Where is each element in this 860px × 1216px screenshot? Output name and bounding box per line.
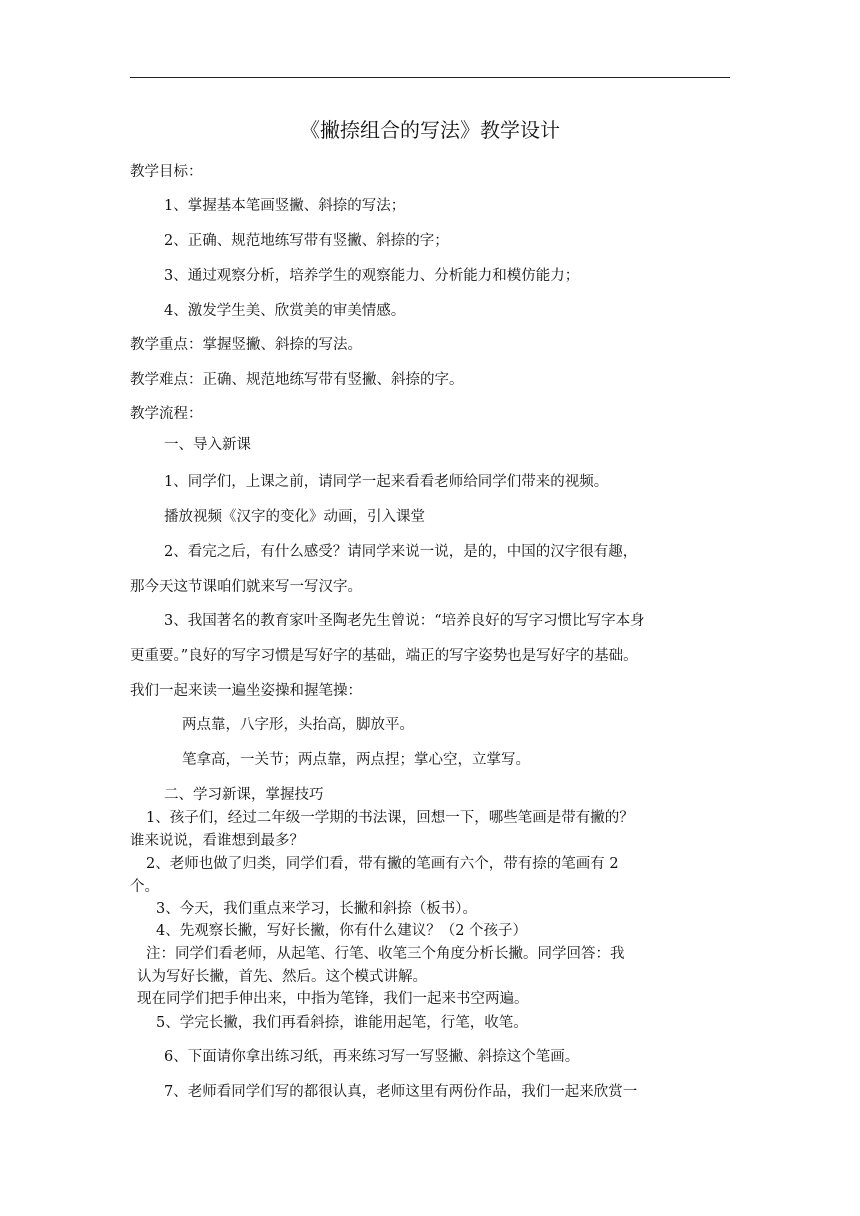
paragraph-line: 播放视频《汉字的变化》动画，引入课堂: [164, 509, 425, 525]
section-heading: 二、学习新课，掌握技巧: [164, 787, 324, 803]
goals-heading: 教学目标：: [130, 164, 203, 180]
process-heading: 教学流程：: [130, 406, 203, 422]
difficulty: 教学难点：正确、规范地练写带有竖撇、斜捺的字。: [130, 372, 464, 388]
paragraph-line: 3、我国著名的教育家叶圣陶老先生曾说：“培养良好的写字习惯比写字本身: [164, 613, 645, 629]
goal-item: 1、掌握基本笔画竖撇、斜捺的写法；: [164, 198, 406, 214]
paragraph-line: 我们一起来读一遍坐姿操和握笔操：: [130, 683, 362, 699]
paragraph-line: 1、孩子们，经过二年级一学期的书法课，回想一下，哪些笔画是带有撇的？: [146, 810, 634, 826]
paragraph-line: 2、老师也做了归类，同学们看，带有撇的笔画有六个，带有捺的笔画有 2: [146, 856, 619, 872]
section-heading: 一、导入新课: [164, 437, 251, 453]
paragraph-line: 现在同学们把手伸出来，中指为笔锋，我们一起来书空两遍。: [137, 991, 529, 1007]
paragraph-line: 那今天这节课咱们就来写一写汉字。: [130, 579, 362, 595]
paragraph-line: 4、先观察长撇，写好长撇，你有什么建议？（2 个孩子）: [156, 923, 528, 939]
goal-item: 2、正确、规范地练写带有竖撇、斜捺的字；: [164, 233, 449, 249]
paragraph-line: 谁来说说，看谁想到最多？: [130, 833, 304, 849]
paragraph-line: 更重要。”良好的写字习惯是写好字的基础，端正的写字姿势也是写好字的基础。: [130, 648, 638, 664]
paragraph-line: 5、学完长撇，我们再看斜捺，谁能用起笔，行笔，收笔。: [156, 1015, 528, 1031]
document-title: 《撇捺组合的写法》教学设计: [300, 118, 560, 142]
paragraph-line: 注：同学们看老师，从起笔、行笔、收笔三个角度分析长撇。同学回答：我: [146, 946, 625, 962]
paragraph-line: 7、老师看同学们写的都很认真，老师这里有两份作品，我们一起来欣赏一: [164, 1084, 638, 1100]
paragraph-line: 认为写好长撇，首先、然后。这个模式讲解。: [137, 969, 427, 985]
paragraph-line: 3、今天，我们重点来学习，长撇和斜捺（板书）。: [156, 901, 477, 917]
paragraph-line: 1、同学们，上课之前，请同学一起来看看老师给同学们带来的视频。: [164, 474, 609, 490]
paragraph-line: 两点靠，八字形，头抬高，脚放平。: [182, 717, 414, 733]
header-rule: [130, 77, 730, 78]
paragraph-line: 个。: [130, 879, 159, 895]
goal-item: 3、通过观察分析，培养学生的观察能力、分析能力和模仿能力；: [164, 268, 580, 284]
paragraph-line: 2、看完之后，有什么感受？请同学来说一说，是的，中国的汉字很有趣，: [164, 544, 638, 560]
goal-item: 4、激发学生美、欣赏美的审美情感。: [164, 303, 406, 319]
paragraph-line: 6、下面请你拿出练习纸，再来练习写一写竖撇、斜捺这个笔画。: [164, 1049, 580, 1065]
paragraph-line: 笔拿高，一关节；两点靠，两点捏；掌心空，立掌写。: [182, 752, 530, 768]
key-point: 教学重点：掌握竖撇、斜捺的写法。: [130, 337, 362, 353]
